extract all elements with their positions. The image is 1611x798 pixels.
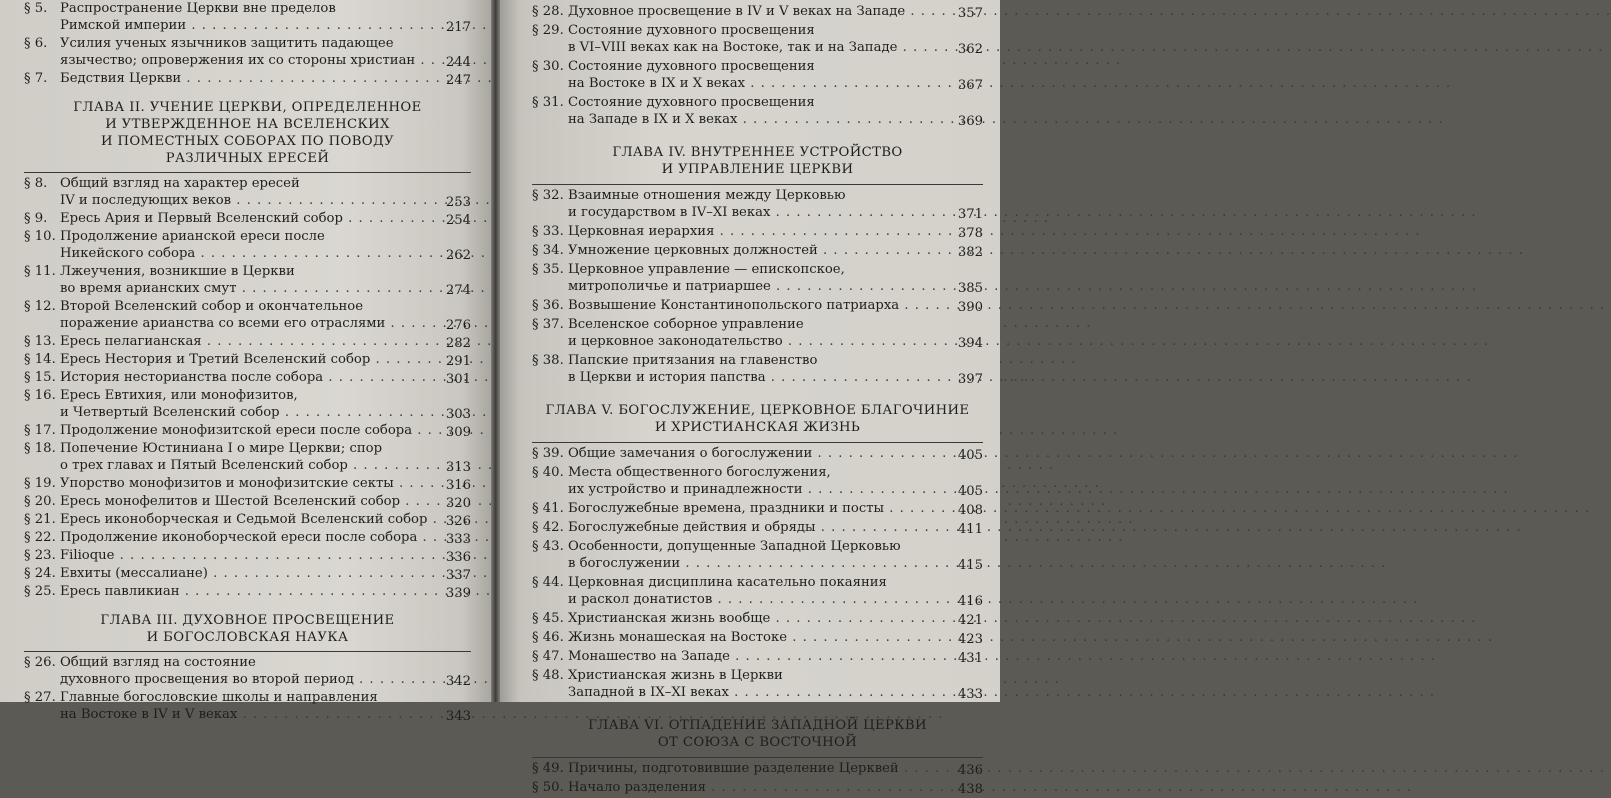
section-title-line: и Четвертый Вселенский собор . . . [60,404,433,421]
page-number: 433 [957,687,983,702]
section-title-line: Церковное управление — епископское, [568,262,845,277]
section-title [568,500,945,517]
page-number: 301 [445,372,471,387]
page-number: 378 [957,226,983,241]
section-title-line: Вселенское соборное управление [568,317,804,332]
toc-entry[interactable] [532,779,983,796]
section-title-line: Состояние духовного просвещения [568,59,815,74]
page-number: 405 [957,484,983,499]
page-number: 408 [957,503,983,518]
section-number: § 50. [532,780,564,795]
section-title-line: Упорство монофизитов и монофизитские секты . . . [60,475,433,492]
toc-entry[interactable] [532,760,983,777]
chapter-heading-line: И ПОМЕСТНЫХ СОБОРАХ ПО ПОВОДУ [100,134,395,149]
page-number: 415 [957,558,983,573]
section-number: § 44. [532,575,564,590]
section-title [60,547,433,564]
toc-entry[interactable] [532,187,983,221]
section-title [568,519,945,536]
section-title-line: Начало разделения . . . [568,779,945,796]
section-title-line: Распространение Церкви вне пределов [60,1,336,16]
section-title-line: Главные богословские школы и направления [60,690,378,705]
section-title [568,242,945,259]
page-number: 390 [957,300,983,315]
toc-entry[interactable] [532,223,983,240]
section-number: § 47. [532,649,564,664]
section-title [568,352,945,386]
heading-rule [24,651,471,652]
page-number: 316 [445,478,471,493]
toc-entry[interactable] [532,94,983,128]
section-number: § 48. [532,668,564,683]
section-number: § 28. [532,4,564,19]
section-title [60,529,433,546]
section-title-line: Духовное просвещение в IV и V веках на Западе . . . [568,3,945,20]
chapter-heading-line: ГЛАВА IV. ВНУТРЕННЕЕ УСТРОЙСТВО [612,145,903,160]
chapter-heading [24,99,471,167]
section-title-line: Ересь Нестория и Третий Вселенский собор . . . [60,351,433,368]
toc-entry[interactable] [532,667,983,701]
page-number: 262 [445,248,471,263]
section-number: § 9. [24,211,48,226]
page-number: 320 [445,496,471,511]
section-title-line: Бедствия Церкви . . . [60,70,433,87]
section-number: § 18. [24,441,56,456]
page-number: 416 [957,594,983,609]
page-number: 371 [957,207,983,222]
section-title-line: Ересь Евтихия, или монофизитов, [60,388,298,403]
toc-entry[interactable] [24,565,471,582]
section-number: § 46. [532,630,564,645]
section-number: § 40. [532,465,564,480]
section-title-line: Христианская жизнь в Церкви [568,668,783,683]
section-title [568,223,945,240]
section-number: § 21. [24,512,56,527]
section-title [568,445,945,462]
chapter-heading-line: РАЗЛИЧНЫХ ЕРЕСЕЙ [165,151,330,166]
section-title [568,648,945,665]
section-title-line: Состояние духовного просвещения [568,95,815,110]
section-number: § 5. [24,1,48,16]
page-number: 405 [957,448,983,463]
book-gutter [491,0,500,702]
section-title-line: на Востоке в IV и V веках . . . [60,706,433,723]
section-title [568,187,945,221]
chapter-heading-line: И УПРАВЛЕНИЕ ЦЕРКВИ [661,162,854,177]
toc-entry[interactable] [24,228,471,262]
chapter-heading-line: И ХРИСТИАНСКАЯ ЖИЗНЬ [654,420,861,435]
page-number: 333 [445,532,471,547]
toc-entry[interactable] [24,333,471,350]
chapter-heading-line: И УТВЕРЖДЕННОЕ НА ВСЕЛЕНСКИХ [105,117,390,132]
chapter-heading-line: ОТ СОЮЗА С ВОСТОЧНОЙ [657,735,858,750]
section-title-line: Римской империи . . . [60,17,433,34]
section-number: § 6. [24,36,48,51]
section-title [568,760,945,777]
toc-entry[interactable] [532,352,983,386]
section-title-line: в VI–VIII веках как на Востоке, так и на Западе . . . [568,39,945,56]
chapter-heading-line: ГЛАВА II. УЧЕНИЕ ЦЕРКВИ, ОПРЕДЕЛЕННОЕ [73,100,422,115]
section-title [568,464,945,498]
toc-entry[interactable] [24,351,471,368]
section-title [60,298,433,332]
section-title-line: Возвышение Константинопольского патриарха . . . [568,297,945,314]
section-title-line: Попечение Юстиниана I о мире Церкви; спор [60,441,383,456]
section-number: § 31. [532,95,564,110]
toc-entry[interactable] [24,440,471,474]
section-title-line: Второй Вселенский собор и окончательное [60,299,364,314]
section-number: § 16. [24,388,56,403]
page-number: 369 [957,114,983,129]
chapter-heading-line: ГЛАВА VI. ОТПАДЕНИЕ ЗАПАДНОЙ ЦЕРКВИ [588,718,927,733]
toc-entry[interactable] [24,689,471,723]
page-number: 397 [957,372,983,387]
section-number: § 37. [532,317,564,332]
section-title [60,511,433,528]
toc-entry[interactable] [24,529,471,546]
toc-entry[interactable] [24,0,471,34]
section-title [60,35,433,69]
section-title-line: Места общественного богослужения, [568,465,831,480]
section-number: § 15. [24,370,56,385]
section-title [60,369,433,386]
section-title [568,574,945,608]
section-title-line: о трех главах и Пятый Вселенский собор . . . [60,457,433,474]
section-number: § 7. [24,71,48,86]
section-number: § 26. [24,655,56,670]
section-title-line: и государством в IV–XI веках . . . [568,204,945,221]
page-number: 244 [445,55,471,70]
section-number: § 27. [24,690,56,705]
section-title-line: История несторианства после собора . . . [60,369,433,386]
page-number: 423 [957,632,983,647]
toc-entry[interactable] [532,629,983,646]
toc-entry[interactable] [532,648,983,665]
toc-entry[interactable] [24,175,471,209]
section-title-line: Богослужебные действия и обряды . . . [568,519,945,536]
toc-entry[interactable] [532,519,983,536]
section-title-line: Умножение церковных должностей . . . [568,242,945,259]
section-title-line: в богослужении . . . [568,555,945,572]
section-number: § 38. [532,353,564,368]
section-title-line: Богослужебные времена, праздники и посты . . . [568,500,945,517]
page-number: 382 [957,245,983,260]
section-title-line: и раскол донатистов . . . [568,591,945,608]
section-title [60,263,433,297]
toc-entry[interactable] [24,70,471,87]
section-title-line: в Церкви и история папства . . . [568,369,945,386]
section-number: § 13. [24,334,56,349]
section-title [60,228,433,262]
toc-entry[interactable] [532,574,983,608]
chapter-heading-line: ГЛАВА V. БОГОСЛУЖЕНИЕ, ЦЕРКОВНОЕ БЛАГОЧИНИЕ [545,403,970,418]
section-title-line: Взаимные отношения между Церковью [568,188,846,203]
section-title-line: Особенности, допущенные Западной Церковью [568,539,901,554]
section-title [60,583,433,600]
section-title-line: Ересь монофелитов и Шестой Вселенский собор . . . [60,493,433,510]
page-number: 411 [957,522,983,537]
toc-entry[interactable] [24,210,471,227]
section-title [60,565,433,582]
chapter-heading [532,144,983,178]
section-title [60,493,433,510]
toc-entry[interactable] [24,654,471,688]
section-number: § 11. [24,264,56,279]
page-number: 309 [445,425,471,440]
page-number: 253 [445,195,471,210]
section-number: § 24. [24,566,56,581]
section-number: § 35. [532,262,564,277]
toc-entry[interactable] [532,445,983,462]
section-number: § 49. [532,761,564,776]
toc-entry[interactable] [24,475,471,492]
toc-entry[interactable] [24,493,471,510]
toc-entry[interactable] [532,316,983,350]
page-number: 357 [957,6,983,21]
toc-entry[interactable] [24,35,471,69]
toc-entry[interactable] [532,261,983,295]
section-title-line: Усилия ученых язычников защитить падающее [60,36,394,51]
section-title-line: на Западе в IX и X веках . . . [568,111,945,128]
page-number: 276 [445,318,471,333]
section-title [60,689,433,723]
section-title-line: Общий взгляд на состояние [60,655,256,670]
section-number: § 39. [532,446,564,461]
page-number: 362 [957,42,983,57]
section-title-line: митрополичье и патриаршее . . . [568,278,945,295]
section-number: § 45. [532,611,564,626]
section-title-line: Общий взгляд на характер ересей [60,176,300,191]
page-number: 436 [957,763,983,778]
section-title [60,0,433,34]
heading-rule [532,184,983,185]
section-number: § 29. [532,23,564,38]
section-number: § 17. [24,423,56,438]
toc-entry[interactable] [532,500,983,517]
page-number: 282 [445,336,471,351]
section-title-line: Состояние духовного просвещения [568,23,815,38]
section-title [568,3,945,20]
section-title-line: Монашество на Западе . . . [568,648,945,665]
section-title [60,422,433,439]
section-title-line: язычество; опровержения их со стороны христиан . . . [60,52,433,69]
section-number: § 42. [532,520,564,535]
section-number: § 20. [24,494,56,509]
section-title-line: Церковная дисциплина касательно покаяния [568,575,887,590]
toc-entry[interactable] [24,387,471,421]
page-number: 343 [445,709,471,724]
section-title [60,70,433,87]
toc-entry[interactable] [24,511,471,528]
section-number: § 19. [24,476,56,491]
section-title-line: Ересь павликиан . . . [60,583,433,600]
toc-entry[interactable] [532,3,983,20]
chapter-heading [532,402,983,436]
section-title [568,779,945,796]
section-number: § 33. [532,224,564,239]
page-number: 438 [957,782,983,797]
toc-entry[interactable] [532,538,983,572]
section-title-line: Общие замечания о богослужении . . . [568,445,945,462]
section-number: § 36. [532,298,564,313]
section-title-line: Ересь Ария и Первый Вселенский собор . . . [60,210,433,227]
toc-entry[interactable] [532,58,983,92]
section-title-line: духовного просвещения во второй период . . . [60,671,433,688]
section-number: § 12. [24,299,56,314]
section-title [568,297,945,314]
section-number: § 32. [532,188,564,203]
chapter-heading [24,612,471,646]
page-number: 342 [445,674,471,689]
section-title [60,440,433,474]
section-number: § 41. [532,501,564,516]
page-number: 385 [957,281,983,296]
page-number: 291 [445,354,471,369]
page-number: 431 [957,651,983,666]
section-title-line: Жизнь монашеская на Востоке . . . [568,629,945,646]
toc-entry[interactable] [24,369,471,386]
heading-rule [532,442,983,443]
section-title-line: во время арианских смут . . . [60,280,433,297]
section-number: § 10. [24,229,56,244]
section-title-line: Filioque . . . [60,547,433,564]
section-number: § 34. [532,243,564,258]
chapter-heading-line: И БОГОСЛОВСКАЯ НАУКА [146,630,349,645]
page-number: 336 [445,550,471,565]
right-page [500,0,1000,797]
section-title [568,316,945,350]
section-title-line: Христианская жизнь вообще . . . [568,610,945,627]
section-title [60,475,433,492]
section-title-line: IV и последующих веков . . . [60,192,433,209]
section-title-line: на Востоке в IX и X веках . . . [568,75,945,92]
page-number: 326 [445,514,471,529]
section-title [60,333,433,350]
page-number: 313 [445,460,471,475]
section-title [568,629,945,646]
section-number: § 30. [532,59,564,74]
section-number: § 25. [24,584,56,599]
toc-entry[interactable] [24,298,471,332]
section-title-line: Продолжение монофизитской ереси после собора . . . [60,422,433,439]
toc-entry[interactable] [532,22,983,56]
page-number: 254 [445,213,471,228]
section-title-line: Ересь иконоборческая и Седьмой Вселенский собор . . . [60,511,433,528]
section-title-line: Церковная иерархия . . . [568,223,945,240]
section-title [60,175,433,209]
section-title-line: и церковное законодательство . . . [568,333,945,350]
toc-entry[interactable] [24,547,471,564]
section-title-line: Папские притязания на главенство [568,353,818,368]
toc-entry[interactable] [532,464,983,498]
section-number: § 43. [532,539,564,554]
section-title-line: Западной в IX–XI веках . . . [568,684,945,701]
section-title [568,22,945,56]
chapter-heading-line: ГЛАВА III. ДУХОВНОЕ ПРОСВЕЩЕНИЕ [100,613,395,628]
page-number: 274 [445,283,471,298]
section-title [568,94,945,128]
section-title-line: Продолжение иконоборческой ереси после собора . . . [60,529,433,546]
section-title [60,210,433,227]
section-title [60,654,433,688]
left-page [0,0,491,724]
section-title-line: Лжеучения, возникшие в Церкви [60,264,295,279]
section-title-line: их устройство и принадлежности . . . [568,481,945,498]
section-title [568,538,945,572]
page-number: 367 [957,78,983,93]
section-title-line: поражение арианства со всеми его отраслями . . . [60,315,433,332]
page-number: 217 [445,20,471,35]
section-title-line: Продолжение арианской ереси после [60,229,325,244]
toc-entry[interactable] [532,242,983,259]
section-number: § 22. [24,530,56,545]
section-title [568,261,945,295]
section-title-line: Ересь пелагианская . . . [60,333,433,350]
section-number: § 23. [24,548,56,563]
section-title [568,610,945,627]
section-title-line: Причины, подготовившие разделение Церквей . . . [568,760,945,777]
toc-entry[interactable] [24,263,471,297]
toc-entry[interactable] [532,297,983,314]
page-number: 394 [957,336,983,351]
section-number: § 8. [24,176,48,191]
section-title-line: Никейского собора . . . [60,245,433,262]
section-title [568,667,945,701]
page-number: 421 [957,613,983,628]
toc-entry[interactable] [532,610,983,627]
page-number: 303 [445,407,471,422]
heading-rule [24,172,471,173]
section-title-line: Евхиты (мессалиане) . . . [60,565,433,582]
toc-entry[interactable] [24,583,471,600]
section-title [60,351,433,368]
page-number: 337 [445,568,471,583]
page-number: 339 [445,586,471,601]
heading-rule [532,757,983,758]
page-number: 247 [445,73,471,88]
section-title [568,58,945,92]
section-number: § 14. [24,352,56,367]
section-title [60,387,433,421]
toc-entry[interactable] [24,422,471,439]
chapter-heading [532,717,983,751]
